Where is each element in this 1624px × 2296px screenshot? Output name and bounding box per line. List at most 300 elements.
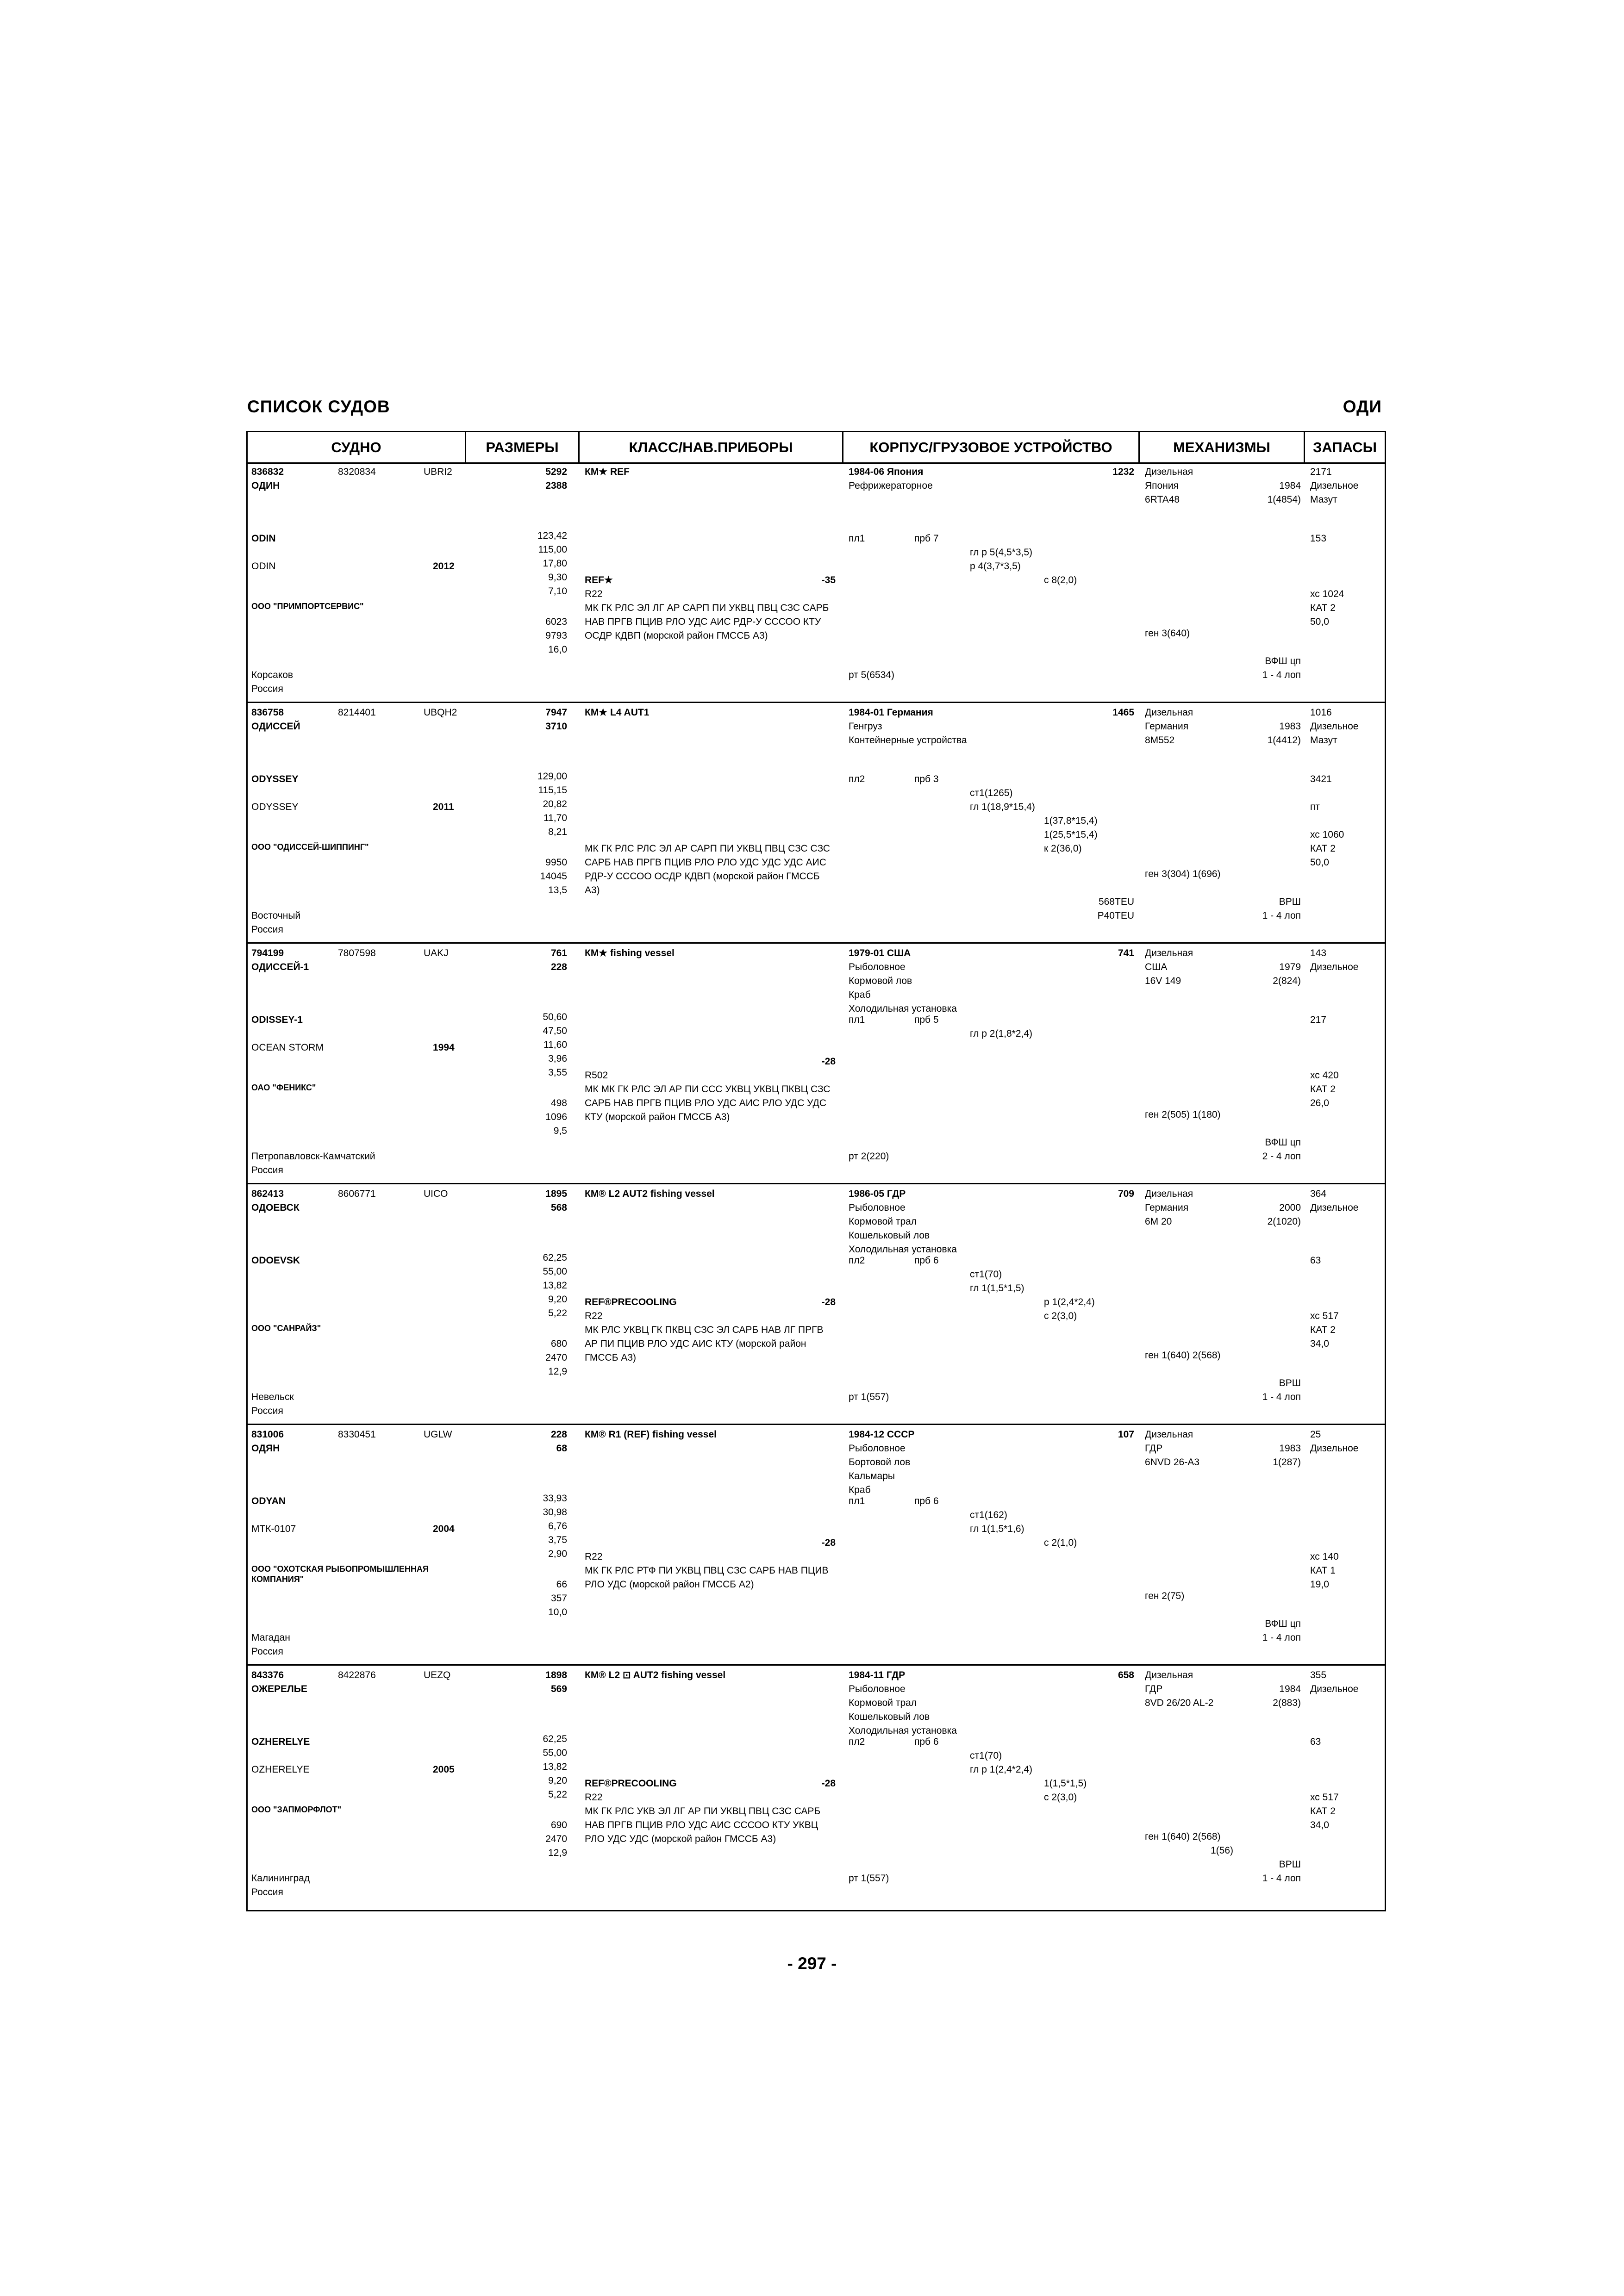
- hull-type: Рефрижераторное: [849, 480, 933, 491]
- build-number: 709: [1118, 1188, 1134, 1199]
- flag-country: Россия: [251, 1887, 283, 1898]
- tonnage-value: 5292: [545, 467, 567, 477]
- registry-number: 794199: [251, 948, 284, 958]
- capacity-value: 9950: [545, 857, 567, 868]
- lifeboat-info: хс 1060: [1310, 829, 1344, 840]
- generators-extra: 1(56): [1211, 1845, 1234, 1856]
- propeller: ВРШ: [1279, 1859, 1301, 1870]
- hull-spec: с 2(3,0): [1044, 1792, 1077, 1803]
- hull-spec: пл2: [849, 1736, 865, 1747]
- capacity-value: 357: [550, 1593, 567, 1604]
- dimension-value: 115,00: [538, 544, 567, 555]
- capacity-value: 6023: [545, 616, 567, 627]
- refrigeration-class: REF®PRECOOLING: [585, 1297, 677, 1307]
- dimension-value: 20,82: [543, 799, 567, 809]
- lifeboat-info: 34,0: [1310, 1820, 1329, 1830]
- hull-spec: с 8(2,0): [1044, 575, 1077, 585]
- former-name: ODYSSEY: [251, 802, 299, 812]
- navigation-equipment: МК ГК РЛС РТФ ПИ УКВЦ ПВЦ СЗС САРБ НАВ ПЦИВ РЛО УДС (морской район ГМССБ А2): [585, 1565, 829, 1590]
- fuel-supply: 25: [1310, 1429, 1321, 1440]
- engine-power: 2(824): [1273, 976, 1301, 986]
- capacity-value: 690: [550, 1820, 567, 1830]
- fuel-supply: 355: [1310, 1670, 1327, 1680]
- imo-number: 8320834: [338, 467, 376, 477]
- hull-spec: пл1: [849, 1496, 865, 1506]
- navigation-equipment: МК ГК РЛС ЭЛ ЛГ АР САРП ПИ УКВЦ ПВЦ СЗС САРБ НАВ ПРГВ ПЦИВ РЛО УДС АИС РДР-У СССОО КТУ ОСДР КДВП (морской район ГМССБ А3): [585, 603, 829, 641]
- ship-name: ОДЯН: [251, 1443, 280, 1454]
- build-number: 741: [1118, 948, 1134, 958]
- refrigerant: R22: [585, 589, 603, 599]
- tonnage-value: 761: [550, 948, 567, 958]
- hull-type: Рыболовное: [849, 962, 906, 972]
- tonnage-value: 1895: [545, 1188, 567, 1199]
- lifeboat-info: КАТ 2: [1310, 1806, 1336, 1817]
- hull-spec: гл р 5(4,5*3,5): [970, 547, 1033, 558]
- dimension-value: 2,90: [548, 1549, 567, 1559]
- dimension-value: 33,93: [543, 1493, 567, 1504]
- column-header-class: КЛАСС/НАВ.ПРИБОРЫ: [580, 432, 843, 462]
- refrigeration-temperature: -28: [821, 1056, 836, 1067]
- imo-number: 8422876: [338, 1670, 376, 1680]
- propeller: ВРШ: [1279, 896, 1301, 907]
- lifeboat-info: КАТ 2: [1310, 1084, 1336, 1095]
- capacity-value: 14045: [540, 871, 567, 882]
- registry-number: 836832: [251, 467, 284, 477]
- build-date-country: 1984-12 СССР: [849, 1429, 915, 1440]
- dimension-value: 11,60: [543, 1039, 567, 1050]
- dimension-value: 13,82: [543, 1280, 567, 1291]
- water-supply: 63: [1310, 1255, 1321, 1266]
- registry-number: 843376: [251, 1670, 284, 1680]
- hull-spec: пл2: [849, 1255, 865, 1266]
- name-change-year: 2012: [433, 561, 455, 572]
- call-sign: UGLW: [424, 1429, 452, 1440]
- home-port: Калининград: [251, 1873, 310, 1884]
- capacity-value: 66: [556, 1579, 567, 1590]
- hull-spec: ст1(1265): [970, 788, 1013, 798]
- hull-spec: 1(25,5*15,4): [1044, 829, 1098, 840]
- cargo-capacity: рт 1(557): [849, 1392, 889, 1402]
- hull-spec: прб 6: [914, 1496, 939, 1506]
- capacity-value: 12,9: [548, 1848, 567, 1858]
- engine-info: Дизельная: [1145, 467, 1193, 477]
- navigation-equipment: МК РЛС УКВЦ ГК ПКВЦ СЗС ЭЛ САРБ НАВ ЛГ ПРГВ АР ПИ ПЦИВ РЛО УДС АИС КТУ (морской район ГМССБ А3): [585, 1325, 824, 1363]
- former-name: МТК-0107: [251, 1524, 296, 1534]
- ships-table: [246, 431, 1386, 1911]
- build-number: 1232: [1112, 467, 1134, 477]
- generators: ген 2(505) 1(180): [1145, 1109, 1221, 1120]
- lifeboat-info: 34,0: [1310, 1338, 1329, 1349]
- hull-type: Холодильная установка: [849, 1244, 957, 1255]
- hull-spec: ст1(162): [970, 1510, 1007, 1520]
- owner: ООО "ОХОТСКАЯ РЫБОПРОМЫШЛЕННАЯ КОМПАНИЯ": [251, 1564, 429, 1584]
- water-supply: пт: [1310, 802, 1320, 812]
- hull-type: Рыболовное: [849, 1684, 906, 1694]
- ship-name: ОДИССЕЙ-1: [251, 962, 309, 972]
- engine-info: ГДР: [1145, 1443, 1163, 1454]
- hull-spec: пл1: [849, 1014, 865, 1025]
- hull-type: Кошельковый лов: [849, 1230, 930, 1241]
- table-body: [248, 462, 1385, 1906]
- column-header-ship: СУДНО: [248, 432, 466, 462]
- lifeboat-info: хс 1024: [1310, 589, 1344, 599]
- hull-type: Кормовой трал: [849, 1216, 917, 1227]
- refrigeration-temperature: -35: [821, 575, 836, 585]
- hull-type: Рыболовное: [849, 1202, 906, 1213]
- hull-spec: р 1(2,4*2,4): [1044, 1297, 1095, 1307]
- propeller: 1 - 4 лоп: [1262, 1632, 1301, 1643]
- class-notation: КМ★ L4 AUT1: [585, 707, 650, 718]
- lifeboat-info: хс 517: [1310, 1311, 1339, 1321]
- hull-type: Бортовой лов: [849, 1457, 911, 1468]
- table-row: [248, 703, 1385, 944]
- dimension-value: 7,10: [548, 586, 567, 597]
- refrigeration-temperature: -28: [821, 1778, 836, 1789]
- fuel-supply: Мазут: [1310, 494, 1337, 505]
- owner: ОАО "ФЕНИКС": [251, 1083, 316, 1092]
- build-number: 658: [1118, 1670, 1134, 1680]
- build-date-country: 1984-01 Германия: [849, 707, 933, 718]
- flag-country: Россия: [251, 924, 283, 935]
- fuel-supply: 143: [1310, 948, 1327, 958]
- capacity-value: 13,5: [548, 885, 567, 896]
- cargo-capacity: рт 2(220): [849, 1151, 889, 1162]
- call-sign: UBRI2: [424, 467, 452, 477]
- page-title: СПИСОК СУДОВ: [247, 397, 390, 416]
- propeller: ВФШ цп: [1265, 1137, 1301, 1148]
- dimension-value: 50,60: [543, 1012, 567, 1022]
- class-notation: КМ® L2 ⊡ AUT2 fishing vessel: [585, 1670, 726, 1680]
- lifeboat-info: КАТ 2: [1310, 603, 1336, 613]
- former-name: ODIN: [251, 561, 276, 572]
- name-change-year: 2005: [433, 1764, 455, 1775]
- ship-latin-name: OZHERELYE: [251, 1736, 310, 1747]
- dimension-value: 17,80: [543, 558, 567, 569]
- ship-latin-name: ODOEVSK: [251, 1255, 300, 1266]
- registry-number: 831006: [251, 1429, 284, 1440]
- table-row: [248, 1666, 1385, 1906]
- fuel-supply: Мазут: [1310, 735, 1337, 746]
- hull-type: Краб: [849, 1485, 871, 1495]
- former-name: OCEAN STORM: [251, 1042, 324, 1053]
- tonnage-value: 3710: [545, 721, 567, 732]
- fuel-supply: Дизельное: [1310, 1443, 1359, 1454]
- registry-number: 836758: [251, 707, 284, 718]
- hull-spec: 1(1,5*1,5): [1044, 1778, 1087, 1789]
- hull-spec: гл р 2(1,8*2,4): [970, 1028, 1033, 1039]
- dimension-value: 6,76: [548, 1521, 567, 1531]
- capacity-value: 680: [550, 1338, 567, 1349]
- column-header-supplies: ЗАПАСЫ: [1312, 439, 1377, 455]
- class-notation: КМ★ REF: [585, 467, 630, 477]
- imo-number: 8606771: [338, 1188, 376, 1199]
- water-supply: 153: [1310, 533, 1327, 544]
- engine-power: 1(4854): [1267, 494, 1301, 505]
- hull-type: Кормовой трал: [849, 1698, 917, 1708]
- home-port: Магадан: [251, 1632, 290, 1643]
- tonnage-value: 228: [550, 962, 567, 972]
- name-change-year: 2011: [433, 802, 454, 812]
- engine-info: 16V 149: [1145, 976, 1181, 986]
- home-port: Корсаков: [251, 670, 294, 680]
- hull-spec: пл2: [849, 774, 865, 784]
- generators: ген 2(75): [1145, 1591, 1185, 1601]
- engine-info: Дизельная: [1145, 1188, 1193, 1199]
- propeller: 1 - 4 лоп: [1262, 910, 1301, 921]
- engine-year: 1984: [1279, 480, 1301, 491]
- hull-spec: гл р 1(2,4*2,4): [970, 1764, 1033, 1775]
- table-row: [248, 1184, 1385, 1425]
- flag-country: Россия: [251, 684, 283, 694]
- engine-info: Дизельная: [1145, 948, 1193, 958]
- hull-type: Краб: [849, 989, 871, 1000]
- generators: ген 1(640) 2(568): [1145, 1350, 1221, 1361]
- table-row: [248, 462, 1385, 703]
- build-date-country: 1984-06 Япония: [849, 467, 924, 477]
- cargo-capacity: рт 5(6534): [849, 670, 895, 680]
- hull-type: Кошельковый лов: [849, 1711, 930, 1722]
- engine-info: Дизельная: [1145, 1670, 1193, 1680]
- container-capacity: 568TEU: [1098, 896, 1134, 907]
- call-sign: UEZQ: [424, 1670, 451, 1680]
- dimension-value: 13,82: [543, 1761, 567, 1772]
- engine-info: 8M552: [1145, 735, 1175, 746]
- engine-year: 1983: [1279, 1443, 1301, 1454]
- propeller: 2 - 4 лоп: [1262, 1151, 1301, 1162]
- dimension-value: 47,50: [543, 1026, 567, 1036]
- hull-spec: р 4(3,7*3,5): [970, 561, 1021, 572]
- engine-year: 2000: [1279, 1202, 1301, 1213]
- tonnage-value: 569: [550, 1684, 567, 1694]
- navigation-equipment: МК МК ГК РЛС ЭЛ АР ПИ СCС УКВЦ УКВЦ ПКВЦ СЗС САРБ НАВ ПРГВ ПЦИВ РЛО УДС АИС РЛО УДС УДС КТУ (морской район ГМССБ А3): [585, 1084, 831, 1122]
- build-date-country: 1986-05 ГДР: [849, 1188, 906, 1199]
- engine-power: 2(1020): [1267, 1216, 1301, 1227]
- fuel-supply: Дизельное: [1310, 962, 1359, 972]
- refrigeration-class: REF★: [585, 575, 613, 585]
- imo-number: 8330451: [338, 1429, 376, 1440]
- engine-year: 1984: [1279, 1684, 1301, 1694]
- hull-type: Холодильная установка: [849, 1003, 957, 1014]
- engine-year: 1983: [1279, 721, 1301, 732]
- owner: ООО "ОДИССЕЙ-ШИППИНГ": [251, 842, 369, 852]
- refrigerant: R502: [585, 1070, 608, 1081]
- name-change-year: 1994: [433, 1042, 455, 1053]
- capacity-value: 498: [550, 1098, 567, 1108]
- hull-type: Кормовой лов: [849, 976, 912, 986]
- hull-type: Кальмары: [849, 1471, 895, 1481]
- ship-name: ОДИССЕЙ: [251, 721, 300, 732]
- hull-spec: прб 3: [914, 774, 939, 784]
- ship-latin-name: ODYAN: [251, 1496, 286, 1506]
- hull-spec: с 2(1,0): [1044, 1537, 1077, 1548]
- lifeboat-info: 50,0: [1310, 857, 1329, 868]
- hull-spec: гл 1(1,5*1,6): [970, 1524, 1024, 1534]
- dimension-value: 62,25: [543, 1252, 567, 1263]
- hull-type: Холодильная установка: [849, 1725, 957, 1736]
- propeller: 1 - 4 лоп: [1262, 1873, 1301, 1884]
- dimension-value: 9,30: [548, 572, 567, 583]
- propeller: 1 - 4 лоп: [1262, 1392, 1301, 1402]
- capacity-value: 2470: [545, 1834, 567, 1844]
- engine-year: 1979: [1279, 962, 1301, 972]
- owner: ООО "ПРИМПОРТСЕРВИС": [251, 602, 364, 611]
- lifeboat-info: 50,0: [1310, 616, 1329, 627]
- table-row: [248, 1425, 1385, 1666]
- imo-number: 8214401: [338, 707, 376, 718]
- ship-latin-name: ODIN: [251, 533, 276, 544]
- imo-number: 7807598: [338, 948, 376, 958]
- hull-spec: к 2(36,0): [1044, 843, 1082, 854]
- lifeboat-info: хс 420: [1310, 1070, 1339, 1081]
- engine-power: 1(4412): [1267, 735, 1301, 746]
- lifeboat-info: 26,0: [1310, 1098, 1329, 1108]
- home-port: Невельск: [251, 1392, 294, 1402]
- hull-spec: прб 6: [914, 1255, 939, 1266]
- hull-type: Генгруз: [849, 721, 882, 732]
- ship-latin-name: ODISSEY-1: [251, 1014, 303, 1025]
- dimension-value: 62,25: [543, 1734, 567, 1744]
- engine-info: ГДР: [1145, 1684, 1163, 1694]
- engine-info: США: [1145, 962, 1168, 972]
- hull-spec: 1(37,8*15,4): [1044, 815, 1098, 826]
- capacity-value: 2470: [545, 1352, 567, 1363]
- refrigeration-temperature: -28: [821, 1297, 836, 1307]
- refrigeration-class: REF®PRECOOLING: [585, 1778, 677, 1789]
- section-code: ОДИ: [1343, 397, 1382, 416]
- generators: ген 1(640) 2(568): [1145, 1831, 1221, 1842]
- dimension-value: 55,00: [543, 1748, 567, 1758]
- dimension-value: 115,15: [538, 785, 567, 796]
- fuel-supply: Дизельное: [1310, 1684, 1359, 1694]
- dimension-value: 55,00: [543, 1266, 567, 1277]
- dimension-value: 3,75: [548, 1535, 567, 1545]
- build-number: 1465: [1112, 707, 1134, 718]
- class-notation: КМ® R1 (REF) fishing vessel: [585, 1429, 717, 1440]
- water-supply: 63: [1310, 1736, 1321, 1747]
- refrigeration-temperature: -28: [821, 1537, 836, 1548]
- engine-power: 1(287): [1273, 1457, 1301, 1468]
- lifeboat-info: КАТ 2: [1310, 1325, 1336, 1335]
- hull-spec: гл 1(18,9*15,4): [970, 802, 1035, 812]
- cargo-capacity: рт 1(557): [849, 1873, 889, 1884]
- build-number: 107: [1118, 1429, 1134, 1440]
- hull-spec: ст1(70): [970, 1269, 1002, 1280]
- hull-spec: ст1(70): [970, 1750, 1002, 1761]
- dimension-value: 11,70: [543, 813, 567, 823]
- flag-country: Россия: [251, 1165, 283, 1176]
- hull-spec: гл 1(1,5*1,5): [970, 1283, 1024, 1294]
- home-port: Петропавловск-Камчатский: [251, 1151, 375, 1162]
- call-sign: UAKJ: [424, 948, 449, 958]
- dimension-value: 30,98: [543, 1507, 567, 1518]
- hull-spec: прб 5: [914, 1014, 939, 1025]
- capacity-value: 9793: [545, 630, 567, 641]
- capacity-value: 16,0: [548, 644, 567, 655]
- flag-country: Россия: [251, 1406, 283, 1416]
- engine-info: Дизельная: [1145, 1429, 1193, 1440]
- engine-info: 8VD 26/20 AL-2: [1145, 1698, 1214, 1708]
- hull-spec: прб 7: [914, 533, 939, 544]
- class-notation: КМ★ fishing vessel: [585, 948, 675, 958]
- engine-info: Германия: [1145, 1202, 1189, 1213]
- engine-info: 6RTA48: [1145, 494, 1180, 505]
- dimension-value: 3,96: [548, 1053, 567, 1064]
- lifeboat-info: 19,0: [1310, 1579, 1329, 1590]
- fuel-supply: 1016: [1310, 707, 1332, 718]
- fuel-supply: 364: [1310, 1188, 1327, 1199]
- fuel-supply: Дизельное: [1310, 1202, 1359, 1213]
- generators: ген 3(304) 1(696): [1145, 869, 1221, 879]
- water-supply: 217: [1310, 1014, 1327, 1025]
- name-change-year: 2004: [433, 1524, 455, 1534]
- table-row: [248, 944, 1385, 1184]
- call-sign: UICO: [424, 1188, 448, 1199]
- owner: ООО "ЗАПМОРФЛОТ": [251, 1805, 342, 1814]
- build-date-country: 1984-11 ГДР: [849, 1670, 906, 1680]
- tonnage-value: 1898: [545, 1670, 567, 1680]
- dimension-value: 129,00: [537, 771, 567, 782]
- fuel-supply: 2171: [1310, 467, 1332, 477]
- engine-info: 6M 20: [1145, 1216, 1172, 1227]
- navigation-equipment: МК ГК РЛС УКВ ЭЛ ЛГ АР ПИ УКВЦ ПВЦ СЗС САРБ НАВ ПРГВ ПЦИВ РЛО УДС АИС СССОО КТУ УКВЦ РЛО УДС УДС (морской район ГМССБ А3): [585, 1806, 821, 1844]
- generators: ген 3(640): [1145, 628, 1190, 639]
- refrigerant: R22: [585, 1551, 603, 1562]
- hull-spec: пл1: [849, 533, 865, 544]
- fuel-supply: Дизельное: [1310, 721, 1359, 732]
- dimension-value: 3,55: [548, 1067, 567, 1078]
- dimension-value: 9,20: [548, 1775, 567, 1786]
- hull-spec: прб 6: [914, 1736, 939, 1747]
- dimension-value: 9,20: [548, 1294, 567, 1305]
- former-name: OZHERELYE: [251, 1764, 310, 1775]
- ship-name: ОДИН: [251, 480, 280, 491]
- capacity-value: 9,5: [553, 1126, 567, 1136]
- hull-type: Контейнерные устройства: [849, 735, 967, 746]
- lifeboat-info: хс 517: [1310, 1792, 1339, 1803]
- dimension-value: 8,21: [548, 827, 567, 837]
- engine-info: Германия: [1145, 721, 1189, 732]
- flag-country: Россия: [251, 1646, 283, 1657]
- hull-type: Рыболовное: [849, 1443, 906, 1454]
- tonnage-value: 2388: [545, 480, 567, 491]
- engine-power: 2(883): [1273, 1698, 1301, 1708]
- fuel-supply: Дизельное: [1310, 480, 1359, 491]
- propeller: ВФШ цп: [1265, 1618, 1301, 1629]
- lifeboat-info: КАТ 1: [1310, 1565, 1336, 1576]
- lifeboat-info: КАТ 2: [1310, 843, 1336, 854]
- water-supply: 3421: [1310, 774, 1332, 784]
- tonnage-value: 7947: [545, 707, 567, 718]
- container-capacity: P40TEU: [1097, 910, 1134, 921]
- call-sign: UBQH2: [424, 707, 457, 718]
- column-header-machinery: МЕХАНИЗМЫ: [1140, 432, 1305, 462]
- lifeboat-info: хс 140: [1310, 1551, 1339, 1562]
- refrigerant: R22: [585, 1792, 603, 1803]
- dimension-value: 5,22: [548, 1789, 567, 1800]
- capacity-value: 12,9: [548, 1366, 567, 1377]
- dimension-value: 5,22: [548, 1308, 567, 1319]
- home-port: Восточный: [251, 910, 301, 921]
- propeller: ВФШ цп: [1265, 656, 1301, 666]
- page-number: - 297 -: [787, 1954, 837, 1973]
- dimension-value: 123,42: [537, 530, 567, 541]
- refrigerant: R22: [585, 1311, 603, 1321]
- ship-name: ОДОЕВСК: [251, 1202, 300, 1213]
- ship-latin-name: ODYSSEY: [251, 774, 299, 784]
- tonnage-value: 568: [550, 1202, 567, 1213]
- propeller: 1 - 4 лоп: [1262, 670, 1301, 680]
- hull-spec: с 2(3,0): [1044, 1311, 1077, 1321]
